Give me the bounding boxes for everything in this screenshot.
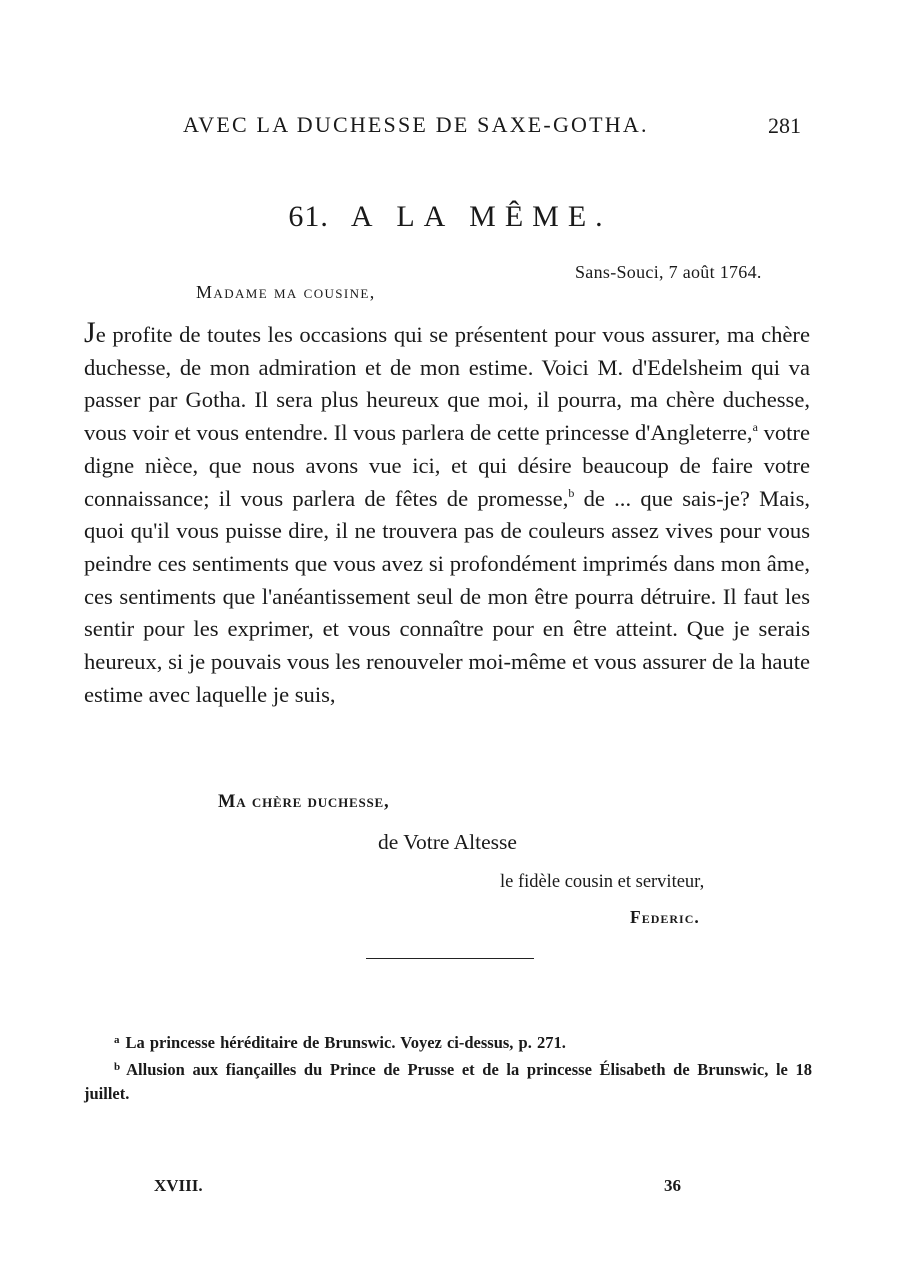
signature-mark: 36 [664, 1176, 681, 1195]
closing-title: le fidèle cousin et serviteur, [500, 872, 705, 892]
letter-heading [0, 200, 900, 234]
footnote-mark: a [114, 1034, 120, 1046]
separator-rule [366, 958, 534, 959]
initial-letter: J [84, 316, 96, 349]
footnote-a [84, 1028, 812, 1055]
running-title: AVEC LA DUCHESSE DE SAXE-GOTHA. [183, 112, 649, 137]
footnote-mark: b [114, 1061, 121, 1073]
closing-address: Ma chère duchesse, [218, 792, 390, 812]
letter-body [84, 318, 810, 711]
salutation: Madame ma cousine, [196, 282, 376, 302]
footnotes [84, 1028, 812, 1106]
footnote-text: La princesse héréditaire de Brunswic. Voyez ci-dessus, p. 271. [125, 1033, 566, 1052]
dateline: Sans-Souci, 7 août 1764. [575, 262, 762, 282]
body-text-part-3: de ... que sais-je? Mais, quoi qu'il vous puisse dire, il ne trouvera pas de couleurs assez vives pour vous peindre ces sentiments que vous avez si profondément imprimés dans mon âme, ces sentiments que l'anéantissement seul de mon être pourra détruire. Il faut les sentir pour les exprimer, et vous connaître pour en être atteint. Que je serais heureux, si je pouvais vous les renouveler moi-même et vous assurer de la haute estime avec laquelle je suis, [84, 485, 811, 707]
footnote-b [84, 1055, 812, 1106]
page-number: 281 [768, 113, 801, 138]
volume-number: XVIII. [154, 1176, 203, 1195]
body-text-part-2: votre digne nièce, que nous avons vue ici, et qui désire beaucoup de faire votre connaissance; il vous parlera de fêtes de promesse, [84, 420, 810, 511]
letter-number: 61. [288, 200, 329, 233]
footnote-text: Allusion aux fiançailles du Prince de Prusse et de la princesse Élisabeth de Brunswic, le 18 juillet. [84, 1060, 812, 1103]
body-text-part-1: e profite de toutes les occasions qui se présentent pour vous assurer, ma chère duchesse, de mon admiration et de mon estime. Voici M. d'Edelsheim qui va passer par Gotha. Il sera plus heureux que moi, il pourra, ma chère duchesse, vous voir et vous entendre. Il vous parlera de cette princesse d'Angleterre, [84, 322, 810, 446]
letter-title: A LA MÊME. [350, 200, 612, 233]
footnote-ref-b: b [568, 485, 575, 500]
signature: Federic. [630, 907, 700, 927]
closing-phrase: de Votre Altesse [378, 830, 517, 854]
footnote-ref-a: a [752, 420, 758, 435]
